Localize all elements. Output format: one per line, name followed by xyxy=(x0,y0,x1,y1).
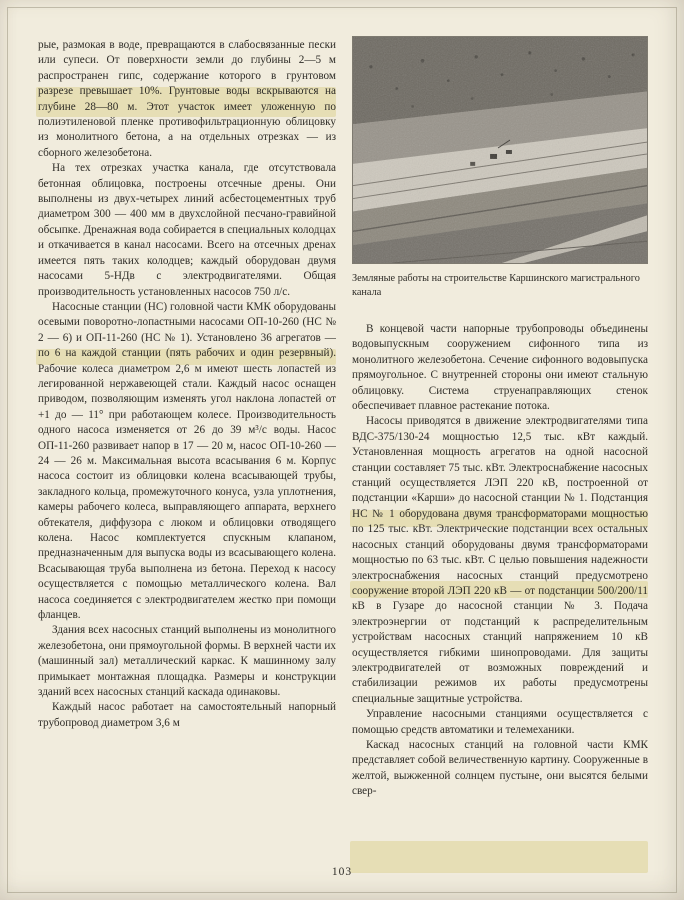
paragraph: Управление насосными станциями осуществляется с помощью средств автоматики и телемеханики. xyxy=(352,708,648,736)
earthworks-photo-image xyxy=(353,37,647,263)
earthworks-photo xyxy=(352,36,648,264)
page-number: 103 xyxy=(331,866,353,878)
photo-caption: Земляные работы на строительстве Каршинского магистрального канала xyxy=(352,273,640,298)
paragraph: Каскад насосных станций на головной части КМК представляет собой величественную картину. Сооруженные в желтой, выжженной солнцем пустыне, они высятся белыми свер- xyxy=(352,738,648,798)
paragraph: Насосы приводятся в движение электродвигателями типа ВДС-375/130-24 мощностью 12,5 тыс. кВт каждый. Установленная мощность агрегатов на одной насосной станции составляет 75 тыс. кВт. Электроснабжение насосных станций осуществляется ЛЭП 220 кВ, построенной от подстанции «Карши» до насосной станции № 1. Подстанция НС № 1 оборудована двумя трансформаторами мощностью по 125 тыс. кВт. Электрические подстанции всех остальных насосных станций оборудованы двумя трансформаторами мощностью по 63 тыс. кВт. С целью повышения надежности электроснабжения насосных станций предусмотрено сооружение второй ЛЭП 220 кВ — от подстанции 500/200/11 кВ в Гузаре до насосной станции № 3. Подача электроэнергии от подстанций к распределительным устройствам насосных станций напряжением 10 кВ осуществляется гибкими шинопроводами. Для защиты электродвигателей от возможных повреждений и стабилизации режимов их работы предусмотрены специальные защитные устройства. xyxy=(352,415,648,705)
paragraph: В концевой части напорные трубопроводы объединены водовыпускным сооружением сифонного типа из монолитного железобетона. Сечение сифонного водовыпуска прямоугольное. С внутренней стороны они имеют стальную облицовку. Система струенаправляющих стенок обеспечивает плавное растекание потока. xyxy=(352,323,648,413)
paragraph: Насосные станции (НС) головной части КМК оборудованы осевыми поворотно-лопастными насосами ОП-10-260 (НС № 2 — 6) и ОП-11-260 (НС № 1). Установлено 36 агрегатов — по 6 на каждой станции (пять рабочих и один резервный). Рабочие колеса диаметром 2,6 м имеют шесть лопастей из легированной нержавеющей стали. Каждый насос оснащен приводом, позволяющим изменять угол наклона лопастей от +1 до — 11° при работающем колесе. Производительность одного насоса изменяется от 26 до 39 м³/с воды. Насос ОП-11-260 развивает напор в 17 — 20 м, насос ОП-10-260 — 24 — 26 м. Максимальная высота всасывания 6 м. Корпус насоса состоит из облицовки колена всасывающей трубы, закладного кольца, промежуточного конуса, узла уплотнения, камеры рабочего колеса, выправляющего аппарата, верхнего обтекателя, диффузора с люком и облицовки отводящего колена. Насос комплектуется спускным клапаном, предназначенным для выпуска воды из всасывающего колена. Всасывающая труба выполнена из бетона. Переход к насосу осуществляется с помощью металлического колена. Вал насоса соединяется с электродвигателем жестко при помощи фланцев. xyxy=(38,300,336,622)
paragraph: На тех отрезках участка канала, где отсутствовала бетонная облицовка, построены отсечные дрены. Они выполнены из двух-четырех линий асбестоцементных труб диаметром 300 — 400 мм в двухслойной песчано-гравийной обсыпке. Дренажная вода собирается в специальных колодцах и откачивается в канал насосами. Всего на отсечных дренах имеется пять таких колодцев; каждый оборудован двумя насосами 5-НДв с электродвигателями. Общая производительность установленных насосов 750 л/с. xyxy=(38,162,336,298)
right-column-text xyxy=(352,322,648,800)
paragraph: Здания всех насосных станций выполнены из монолитного железобетона, они прямоугольной формы. В верхней части их (машинный зал) металлический каркас. К машинному залу примыкает монтажная площадка. Размеры и конструкции зданий всех насосных станций каскада одинаковы. xyxy=(38,624,336,699)
left-column xyxy=(38,38,336,864)
right-column xyxy=(352,36,648,864)
paragraph: рые, размокая в воде, превращаются в слабосвязанные пески или супеси. От поверхности земли до глубины 2—5 м распространен гипс, содержание которого в грунтовом разрезе превышает 10%. Грунтовые воды вскрываются на глубине 28—80 м. Этот участок имеет уложенную по полиэтиленовой пленке противофильтрационную облицовку из монолитного бетона, а на отдельных отрезках — из сборного железобетона. xyxy=(38,39,336,159)
paragraph: Каждый насос работает на самостоятельный напорный трубопровод диаметром 3,6 м xyxy=(38,701,336,729)
